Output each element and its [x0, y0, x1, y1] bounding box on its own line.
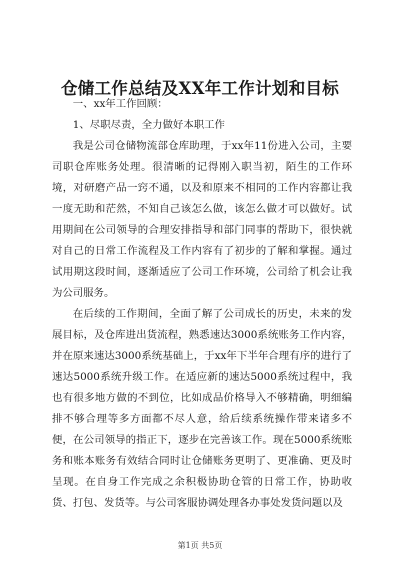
sub-heading: 1、尽职尽责，全力做好本职工作	[72, 119, 225, 131]
page-footer: 第1页 共5页	[177, 541, 223, 550]
document-body	[52, 94, 352, 514]
body-paragraph: 在后续的工作期间，全面了解了公司成长的历史，未来的发展目标，及仓库进出货流程，熟悉速达3000系统账务工作内容，并在原来速达3000系统基础上，于xx年下半年合理有序的进行了速达5000系统升级工作。在适应新的速达5000系统过程中，我也有很多地方做的不到位，比如成品价格导入不够精确，明细编排不够合理等多方面都不尽人意，给后续系统操作带来诸多不便，在公司领导的指正下，逐步在完善该工作。现在5000系统账务和账本账务有效结合同时让仓储账务更明了、更准确、更及时呈现。在自身工作完成之余积极协助仓管的日常工作，协助收货、打包、发货等。与公司客服协调处理各办事处发货问题以及	[52, 308, 352, 509]
body-paragraph: 我是公司仓储物流部仓库助理，于xx年11份进入公司，主要司职仓库账务处理。很清晰的记得刚入职当初，陌生的工作环境，对研磨产品一窍不通，以及和原来不相同的工作内容都让我一度无助和茫然，不知自己该怎么做，该怎么做才可以做好。试用期间在公司领导的合理安排指导和部门同事的帮助下，很快就对自己的日常工作流程及工作内容有了初步的了解和掌握。通过试用期这段时间，逐渐适应了公司工作环境，公司给了机会让我为公司服务。	[52, 140, 352, 299]
section-heading: 一、xx年工作回顾：	[72, 98, 168, 110]
document-title: 仓储工作总结及XX年工作计划和目标	[60, 79, 340, 98]
